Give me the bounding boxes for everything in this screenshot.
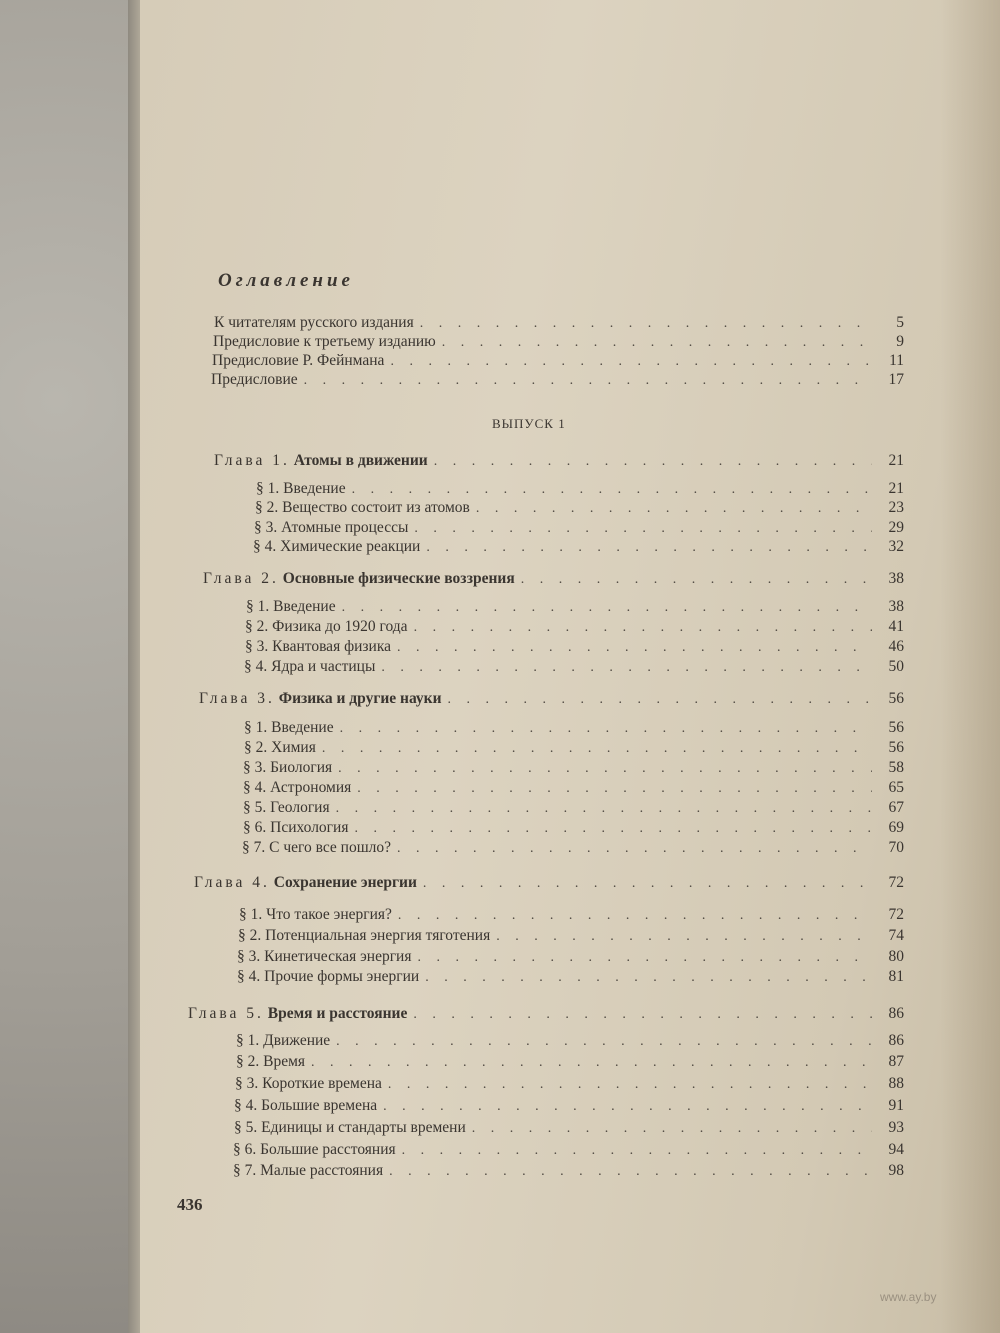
dot-leader	[381, 660, 872, 676]
toc-title: Оглавление	[218, 270, 354, 291]
section-label: § 4. Прочие формы энергии	[237, 968, 420, 985]
toc-entry-front-4	[211, 371, 904, 391]
toc-chapter-4	[194, 874, 904, 894]
toc-section	[243, 779, 904, 799]
section-label: § 4. Химические реакции	[253, 538, 421, 555]
toc-entry-front-3	[212, 352, 904, 372]
section-label: § 2. Вещество состоит из атомов	[255, 499, 470, 516]
dot-leader	[472, 1121, 872, 1137]
section-label: § 1. Движение	[236, 1032, 331, 1049]
toc-entry-page: 5	[896, 314, 904, 331]
toc-section	[243, 799, 904, 819]
section-page: 86	[888, 1032, 904, 1049]
dot-leader	[354, 821, 872, 837]
section-page: 98	[888, 1162, 904, 1179]
dot-leader	[388, 1077, 872, 1093]
toc-entry-page: 11	[889, 352, 904, 369]
section-label: § 1. Введение	[256, 480, 346, 497]
section-page: 56	[888, 739, 904, 756]
dot-leader	[397, 640, 872, 656]
dot-leader	[414, 521, 872, 537]
dot-leader	[311, 1055, 872, 1071]
dot-leader	[338, 761, 872, 777]
dot-leader	[402, 1143, 872, 1159]
dot-leader	[322, 741, 872, 757]
section-page: 67	[888, 799, 904, 816]
dot-leader	[336, 801, 872, 817]
chapter-page: 72	[888, 874, 904, 891]
dot-leader	[398, 908, 872, 924]
section-page: 94	[888, 1141, 904, 1158]
toc-section	[237, 948, 904, 968]
toc-section	[233, 1162, 904, 1182]
dot-leader	[397, 841, 872, 857]
dot-leader	[357, 781, 872, 797]
chapter-page: 38	[888, 570, 904, 587]
dot-leader	[352, 482, 872, 498]
toc-section	[244, 658, 904, 678]
dot-leader	[425, 970, 872, 986]
section-page: 29	[888, 519, 904, 536]
section-label: § 2. Потенциальная энергия тяготения	[238, 927, 491, 944]
page-number: 436	[177, 1195, 203, 1214]
toc-section	[234, 1119, 904, 1139]
chapter-prefix: Глава 1.	[214, 452, 290, 469]
section-label: § 2. Время	[236, 1053, 306, 1070]
section-page: 50	[888, 658, 904, 675]
section-label: § 5. Единицы и стандарты времени	[234, 1119, 466, 1136]
section-label: § 7. С чего все пошло?	[242, 839, 392, 856]
dot-leader	[521, 572, 872, 588]
chapter-prefix: Глава 5.	[188, 1005, 264, 1022]
toc-section	[246, 598, 904, 618]
toc-section	[244, 739, 904, 759]
dot-leader	[496, 929, 872, 945]
section-label: § 3. Квантовая физика	[245, 638, 392, 655]
toc-section	[253, 538, 904, 558]
watermark: www.ay.by	[880, 1290, 937, 1304]
toc-chapter-3	[199, 690, 904, 710]
toc-section	[254, 519, 904, 539]
chapter-prefix: Глава 2.	[203, 570, 279, 587]
toc-section	[255, 499, 904, 519]
section-page: 65	[888, 779, 904, 796]
section-page: 88	[888, 1075, 904, 1092]
toc-section	[235, 1075, 904, 1095]
toc-entry-label: Предисловие к третьему изданию	[213, 333, 436, 350]
chapter-title: Основные физические воззрения	[282, 570, 515, 587]
chapter-label	[194, 874, 417, 892]
dot-leader	[476, 501, 872, 517]
chapter-label	[199, 690, 442, 708]
section-page: 81	[888, 968, 904, 985]
chapter-label	[188, 1005, 407, 1023]
section-page: 74	[888, 927, 904, 944]
toc-section	[234, 1097, 904, 1117]
toc-entry-page: 9	[896, 333, 904, 350]
dot-leader	[413, 1007, 872, 1023]
chapter-page: 86	[888, 1005, 904, 1022]
section-page: 46	[888, 638, 904, 655]
section-page: 91	[888, 1097, 904, 1114]
section-page: 23	[888, 499, 904, 516]
toc-section	[245, 618, 904, 638]
dot-leader	[336, 1034, 872, 1050]
chapter-page: 21	[888, 452, 904, 469]
toc-section	[236, 1053, 904, 1073]
chapter-prefix: Глава 3.	[199, 690, 275, 707]
section-page: 87	[888, 1053, 904, 1070]
toc-entry-label: Предисловие	[211, 371, 298, 388]
toc-section	[236, 1032, 904, 1052]
section-label: § 2. Физика до 1920 года	[245, 618, 408, 635]
dot-leader	[423, 876, 872, 892]
section-label: § 6. Большие расстояния	[233, 1141, 396, 1158]
section-label: § 4. Ядра и частицы	[244, 658, 376, 675]
section-page: 56	[888, 719, 904, 736]
section-label: § 3. Кинетическая энергия	[237, 948, 412, 965]
toc-chapter-2	[203, 570, 904, 590]
toc-section	[233, 1141, 904, 1161]
dot-leader	[414, 620, 872, 636]
section-page: 21	[888, 480, 904, 497]
toc-section	[244, 719, 904, 739]
table-surface	[0, 0, 140, 1333]
chapter-prefix: Глава 4.	[194, 874, 270, 891]
section-label: § 3. Короткие времена	[235, 1075, 382, 1092]
toc-entry-front-2	[213, 333, 904, 353]
section-label: § 5. Геология	[243, 799, 330, 816]
section-page: 93	[888, 1119, 904, 1136]
dot-leader	[420, 316, 872, 332]
toc-chapter-5	[188, 1005, 904, 1025]
section-page: 72	[888, 906, 904, 923]
toc-section	[237, 968, 904, 988]
dot-leader	[383, 1099, 872, 1115]
section-page: 41	[888, 618, 904, 635]
toc-section	[256, 480, 904, 500]
section-label: § 2. Химия	[244, 739, 316, 756]
toc-entry-page: 17	[888, 371, 904, 388]
chapter-title: Физика и другие науки	[278, 690, 442, 707]
dot-leader	[389, 1164, 872, 1180]
section-label: § 6. Психология	[243, 819, 349, 836]
toc-entry-label: Предисловие Р. Фейнмана	[212, 352, 385, 369]
section-label: § 1. Введение	[246, 598, 336, 615]
dot-leader	[340, 721, 872, 737]
dot-leader	[304, 373, 872, 389]
toc-entry-label: К читателям русского издания	[214, 314, 414, 331]
dot-leader	[426, 540, 872, 556]
toc-section	[243, 759, 904, 779]
toc-section	[238, 927, 904, 947]
section-page: 32	[888, 538, 904, 555]
dot-leader	[390, 354, 872, 370]
dot-leader	[448, 692, 872, 708]
dot-leader	[442, 335, 872, 351]
toc-section	[245, 638, 904, 658]
section-label: § 3. Биология	[243, 759, 333, 776]
section-label: § 4. Большие времена	[234, 1097, 378, 1114]
dot-leader	[342, 600, 872, 616]
dot-leader	[434, 454, 872, 470]
toc-section	[243, 819, 904, 839]
page-shadow	[940, 0, 1000, 1333]
section-page: 58	[888, 759, 904, 776]
section-page: 38	[888, 598, 904, 615]
toc-chapter-1	[214, 452, 904, 472]
chapter-title: Время и расстояние	[267, 1005, 408, 1022]
volume-label: ВЫПУСК 1	[492, 416, 566, 431]
chapter-title: Сохранение энергии	[273, 874, 417, 891]
section-label: § 3. Атомные процессы	[254, 519, 409, 536]
chapter-label	[203, 570, 515, 588]
section-page: 69	[888, 819, 904, 836]
chapter-page: 56	[888, 690, 904, 707]
section-label: § 7. Малые расстояния	[233, 1162, 384, 1179]
dot-leader	[417, 950, 872, 966]
toc-section	[242, 839, 904, 859]
section-label: § 1. Что такое энергия?	[239, 906, 392, 923]
section-label: § 4. Астрономия	[243, 779, 352, 796]
section-page: 70	[888, 839, 904, 856]
toc-section	[239, 906, 904, 926]
toc-entry-front-1	[214, 314, 904, 334]
chapter-label	[214, 452, 428, 470]
section-label: § 1. Введение	[244, 719, 334, 736]
section-page: 80	[888, 948, 904, 965]
chapter-title: Атомы в движении	[293, 452, 428, 469]
